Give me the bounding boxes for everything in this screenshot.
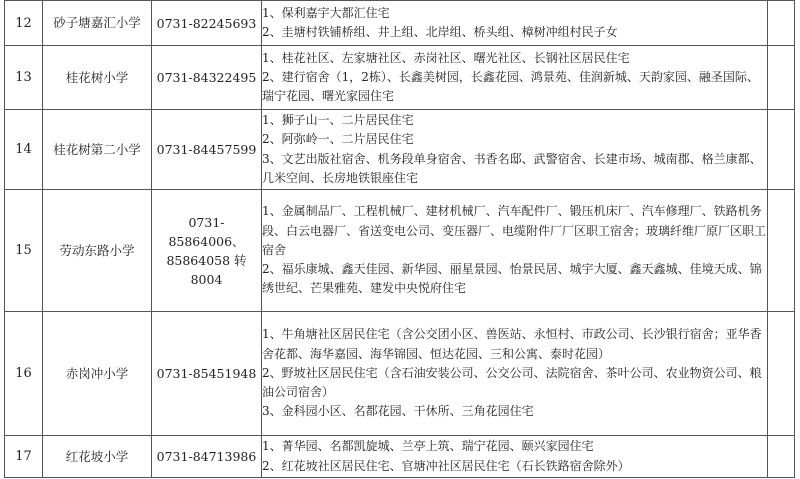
enrollment-area (262, 312, 768, 436)
table-row (5, 110, 795, 190)
area-line: 1、保利嘉宇大都汇住宅 (262, 5, 390, 20)
area-line: 1、金属制品厂、工程机械厂、建材机械厂、汽车配件厂、锻压机床厂、汽车修理厂、铁路机务段、白云电器厂、省送变电公司、变压器厂、电缆附件厂厂区职工宿舍；玻璃纤维厂原厂区职工宿舍 (262, 204, 767, 257)
school-name: 桂花树第二小学 (43, 110, 152, 190)
school-phone: 0731-85864006、85864058 转8004 (152, 190, 262, 312)
table-row (5, 436, 795, 478)
table-row (5, 312, 795, 436)
area-line: 1、菁华园、名都凯旋城、兰亭上筑、瑞宁花园、颐兴家园住宅 (262, 439, 594, 454)
row-number: 16 (5, 312, 43, 436)
area-line: 1、狮子山一、二片居民住宅 (262, 113, 414, 128)
row-number: 14 (5, 110, 43, 190)
enrollment-area (262, 436, 768, 478)
area-line: 3、文艺出版社宿舍、机务段单身宿舍、书香名邸、武警宿舍、长建市场、城南郡、格兰康都、几米空间、长房地铁银座住宅 (262, 151, 762, 185)
table-row (5, 46, 795, 110)
school-district-table (4, 0, 795, 478)
area-line: 2、野坡社区居民住宅（含石油安装公司、公交公司、法院宿舍、茶叶公司、农业物资公司、粮油公司宿舍） (262, 365, 762, 400)
enrollment-area (262, 190, 768, 312)
row-number: 12 (5, 1, 43, 46)
remark-cell (768, 436, 795, 478)
enrollment-area (262, 46, 768, 110)
school-phone: 0731-85451948 (152, 312, 262, 436)
school-name: 红花坡小学 (43, 436, 152, 478)
area-line: 3、金科园小区、名都花园、干休所、三角花园住宅 (262, 404, 534, 419)
row-number: 17 (5, 436, 43, 478)
enrollment-area (262, 110, 768, 190)
school-name: 劳动东路小学 (43, 190, 152, 312)
area-line: 2、阿弥岭一、二片居民住宅 (262, 132, 414, 147)
table-body (5, 1, 795, 478)
area-line: 2、福乐康城、鑫天佳园、新华园、丽星景园、怡景民居、城宇大厦、鑫天鑫城、佳境天成、锦绣世纪、芒果雅苑、建发中央悦府住宅 (262, 262, 762, 296)
area-line: 2、红花坡社区居民住宅、官塘冲社区居民住宅（石长铁路宿舍除外） (262, 458, 630, 473)
school-name: 赤岗冲小学 (43, 312, 152, 436)
remark-cell (768, 190, 795, 312)
table-row (5, 1, 795, 46)
remark-cell (768, 110, 795, 190)
school-phone: 0731-84322495 (152, 46, 262, 110)
remark-cell (768, 312, 795, 436)
area-line: 1、牛角塘社区居民住宅（含公交团小区、兽医站、永恒村、市政公司、长沙银行宿舍；亚华香舍花都、海华嘉园、海华锦园、恒达花园、三和公寓、泰时花园） (262, 327, 762, 361)
table-row (5, 190, 795, 312)
area-line: 1、桂花社区、左家塘社区、赤岗社区、曙光社区、长钢社区居民住宅 (262, 50, 630, 65)
area-line: 2、建行宿舍（1，2栋）、长鑫美树园，长鑫花园、鸿景苑、佳润新城、天韵家园、融圣国际、瑞宁花园、曙光家园住宅 (262, 69, 759, 104)
school-phone: 0731-84457599 (152, 110, 262, 190)
remark-cell (768, 1, 795, 46)
school-phone: 0731-84713986 (152, 436, 262, 478)
area-line: 2、圭塘村铁铺桥组、井上组、北岸组、桥头组、樟树冲组村民子女 (262, 25, 618, 39)
school-name: 砂子塘嘉汇小学 (43, 1, 152, 46)
school-phone: 0731-82245693 (152, 1, 262, 46)
school-name: 桂花树小学 (43, 46, 152, 110)
enrollment-area (262, 1, 768, 46)
row-number: 15 (5, 190, 43, 312)
remark-cell (768, 46, 795, 110)
row-number: 13 (5, 46, 43, 110)
